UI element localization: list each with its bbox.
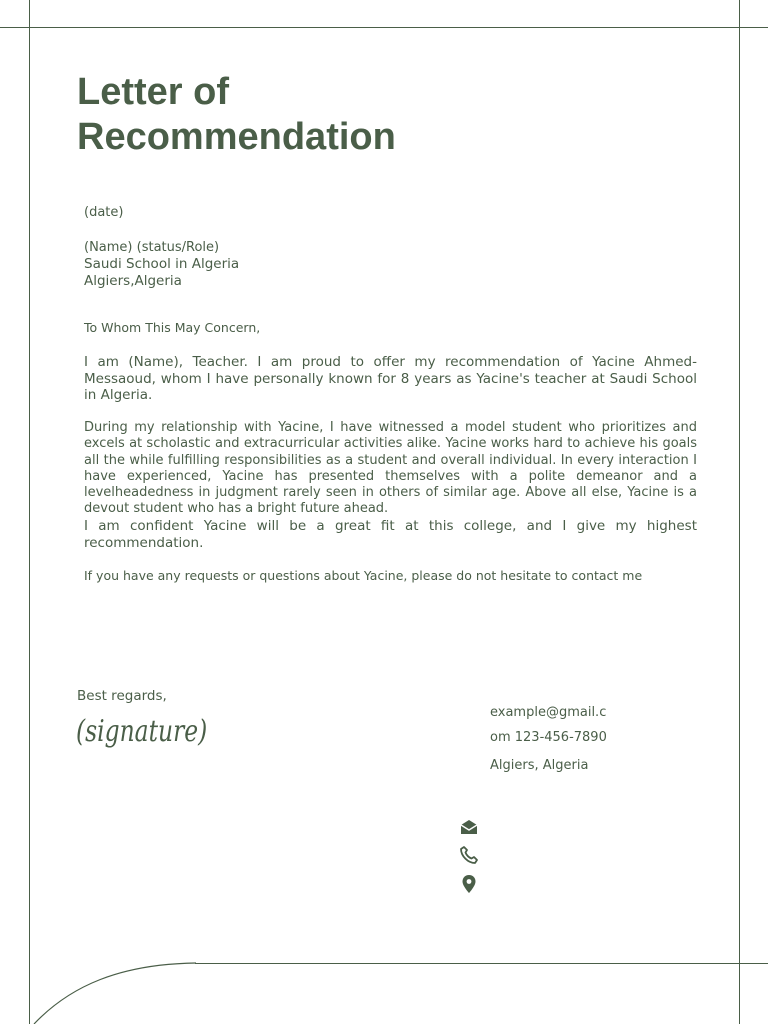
letter-date: (date) xyxy=(84,205,124,220)
contact-email: example@gmail.c xyxy=(490,705,607,720)
page-title xyxy=(77,70,497,160)
phone-icon xyxy=(459,845,479,865)
frame-line-right xyxy=(739,0,740,1024)
frame-line-top xyxy=(0,27,768,28)
recipient-location: Algiers,Algeria xyxy=(84,273,182,289)
closing: Best regards, xyxy=(77,688,167,704)
frame-line-left xyxy=(29,0,30,1024)
recipient-organization: Saudi School in Algeria xyxy=(84,256,240,272)
body-paragraph-4: If you have any requests or questions about Yacine, please do not hesitate to contact me xyxy=(84,568,643,583)
title-line-1: Letter of xyxy=(77,71,229,113)
recipient-block xyxy=(84,239,697,290)
recipient-name-role: (Name) (status/Role) xyxy=(84,240,220,255)
body-paragraph-2: During my relationship with Yacine, I have witnessed a model student who prioritizes and excels at scholastic and extracurricular activities alike. Yacine works hard to achieve his goals all the while fulfilling responsibilities as a student and overall individual. In every interaction I have experienced, Yacine has presented themselves with a polite demeanor and a levelheadedness in judgment rarely seen in others of similar age. Above all else, Yacine is a devout student who has a bright future ahead. xyxy=(84,420,697,517)
signature: (signature) xyxy=(76,714,208,749)
title-line-2: Recommendation xyxy=(77,116,396,158)
envelope-open-icon xyxy=(459,817,479,837)
map-pin-icon xyxy=(459,874,479,894)
salutation: To Whom This May Concern, xyxy=(84,320,261,335)
frame-line-bottom xyxy=(195,963,768,964)
contact-phone: om 123-456-7890 xyxy=(490,730,607,745)
decorative-corner-curve xyxy=(0,940,200,1024)
body-paragraph-1: I am (Name), Teacher. I am proud to offer my recommendation of Yacine Ahmed-Messaoud, whom I have personally known for 8 years as Yacine's teacher at Saudi School in Algeria. xyxy=(84,354,697,403)
contact-address: Algiers, Algeria xyxy=(490,758,589,773)
body-paragraph-3: I am confident Yacine will be a great fit at this college, and I give my highest recommendation. xyxy=(84,518,697,551)
